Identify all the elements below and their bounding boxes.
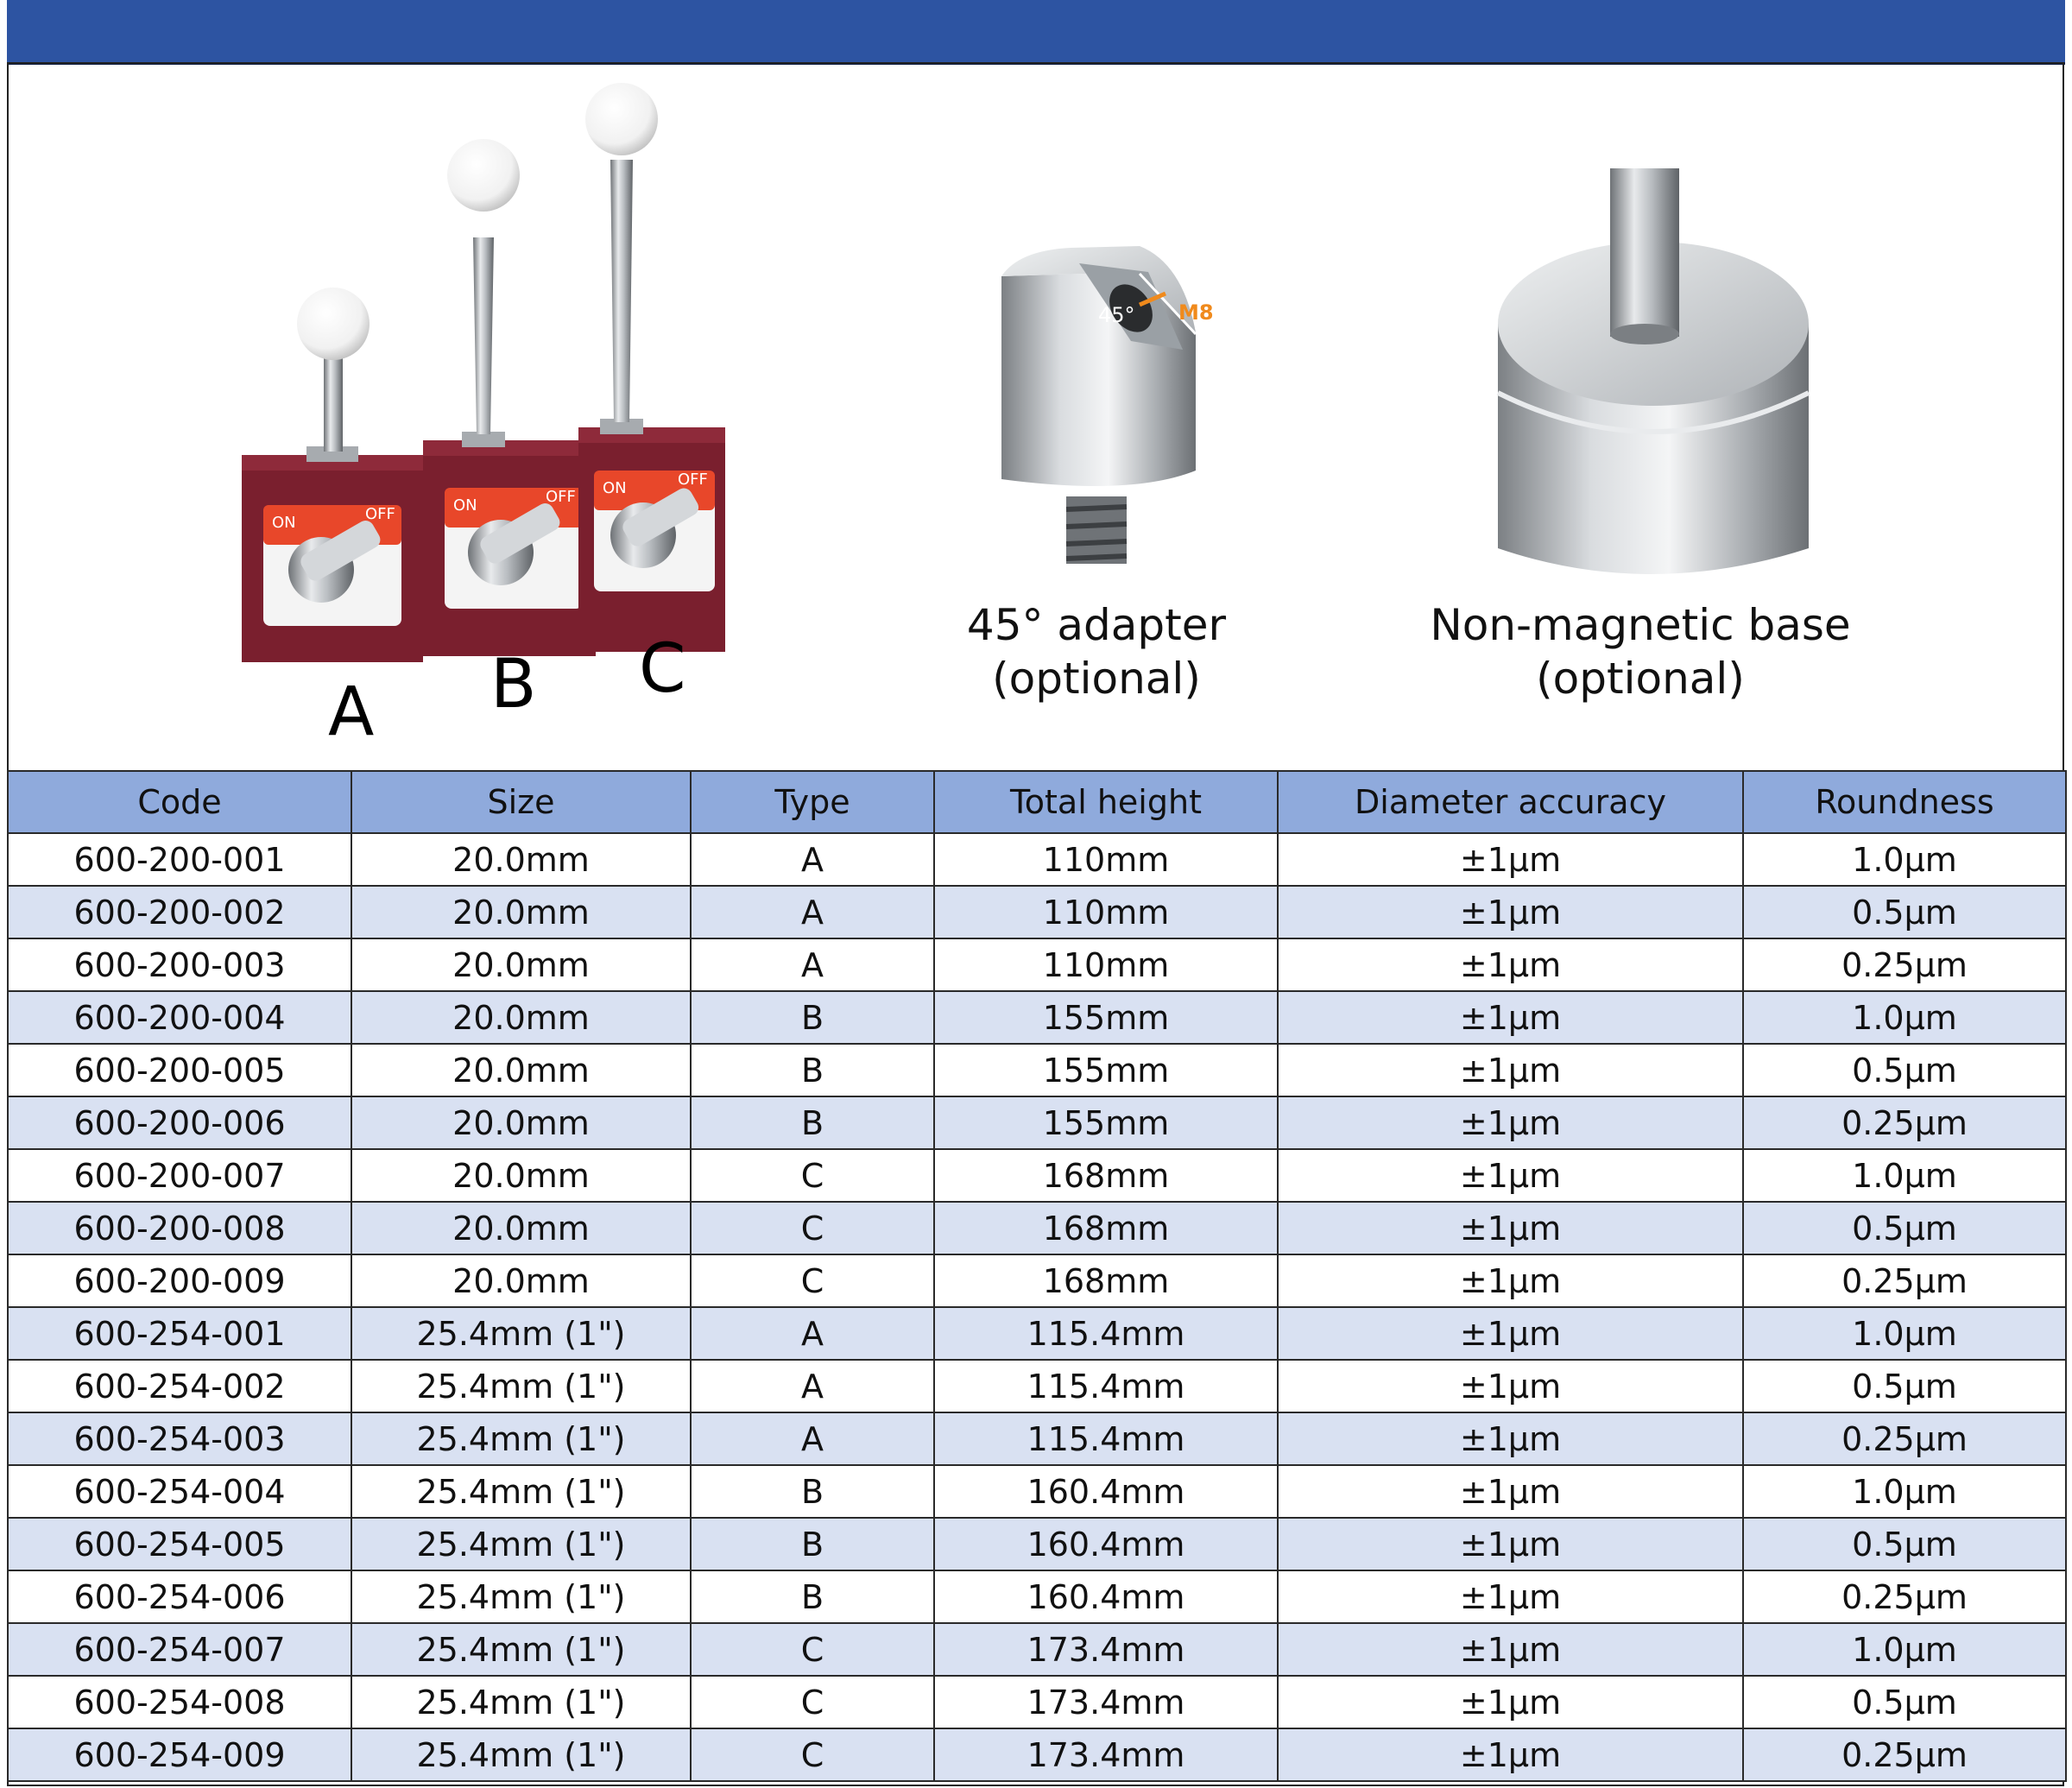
- cell-type: B: [691, 1570, 934, 1623]
- cell-diameter-accuracy: ±1μm: [1278, 1307, 1743, 1360]
- cell-total-height: 173.4mm: [934, 1676, 1278, 1728]
- table-header-row: [8, 771, 2066, 833]
- cell-type: C: [691, 1254, 934, 1307]
- cell-size: 25.4mm (1"): [351, 1676, 691, 1728]
- table-row: [8, 1728, 2066, 1781]
- cell-total-height: 160.4mm: [934, 1570, 1278, 1623]
- cell-diameter-accuracy: ±1μm: [1278, 886, 1743, 938]
- cell-total-height: 115.4mm: [934, 1307, 1278, 1360]
- cell-diameter-accuracy: ±1μm: [1278, 991, 1743, 1044]
- table-row: [8, 886, 2066, 938]
- cell-diameter-accuracy: ±1μm: [1278, 1044, 1743, 1096]
- cell-total-height: 160.4mm: [934, 1518, 1278, 1570]
- switch-on-label-c: ON: [603, 479, 627, 497]
- cell-diameter-accuracy: ±1μm: [1278, 1623, 1743, 1676]
- cell-type: B: [691, 1044, 934, 1096]
- cell-roundness: 1.0μm: [1743, 1307, 2066, 1360]
- cell-type: A: [691, 938, 934, 991]
- cell-size: 25.4mm (1"): [351, 1465, 691, 1518]
- cell-total-height: 155mm: [934, 1044, 1278, 1096]
- table-row: [8, 1360, 2066, 1412]
- cell-total-height: 110mm: [934, 938, 1278, 991]
- cell-diameter-accuracy: ±1μm: [1278, 1728, 1743, 1781]
- adapter-caption-line2: (optional): [992, 654, 1201, 704]
- header-total-height: Total height: [934, 771, 1278, 833]
- cell-roundness: 0.5μm: [1743, 1044, 2066, 1096]
- cell-roundness: 0.5μm: [1743, 1360, 2066, 1412]
- cell-size: 20.0mm: [351, 1202, 691, 1254]
- stand-a: [242, 287, 423, 662]
- cell-total-height: 168mm: [934, 1149, 1278, 1202]
- cell-total-height: 115.4mm: [934, 1360, 1278, 1412]
- cell-total-height: 168mm: [934, 1202, 1278, 1254]
- cell-diameter-accuracy: ±1μm: [1278, 1254, 1743, 1307]
- cell-roundness: 0.25μm: [1743, 1096, 2066, 1149]
- adapter-thread-label: M8: [1178, 300, 1214, 325]
- cell-total-height: 110mm: [934, 833, 1278, 886]
- stand-label-b: B: [490, 646, 537, 723]
- cell-code: 600-200-001: [8, 833, 351, 886]
- table-body: [8, 833, 2066, 1781]
- cell-code: 600-200-009: [8, 1254, 351, 1307]
- cell-code: 600-254-009: [8, 1728, 351, 1781]
- table-row: [8, 833, 2066, 886]
- table-row: [8, 1623, 2066, 1676]
- cell-type: B: [691, 991, 934, 1044]
- cell-total-height: 155mm: [934, 991, 1278, 1044]
- cell-type: B: [691, 1465, 934, 1518]
- non-magnetic-base-icon: [1498, 168, 1809, 574]
- cell-size: 20.0mm: [351, 1149, 691, 1202]
- cell-roundness: 0.25μm: [1743, 938, 2066, 991]
- cell-diameter-accuracy: ±1μm: [1278, 1412, 1743, 1465]
- header-roundness: Roundness: [1743, 771, 2066, 833]
- cell-code: 600-200-005: [8, 1044, 351, 1096]
- stand-b: [423, 139, 596, 656]
- table-row: [8, 1676, 2066, 1728]
- switch-on-label-a: ON: [272, 514, 296, 532]
- base-caption-line2: (optional): [1536, 654, 1745, 704]
- table-row: [8, 938, 2066, 991]
- cell-roundness: 0.25μm: [1743, 1412, 2066, 1465]
- cell-total-height: 173.4mm: [934, 1728, 1278, 1781]
- cell-total-height: 168mm: [934, 1254, 1278, 1307]
- adapter-caption: [915, 598, 1278, 705]
- cell-code: 600-254-008: [8, 1676, 351, 1728]
- cell-diameter-accuracy: ±1μm: [1278, 1202, 1743, 1254]
- table-row: [8, 1412, 2066, 1465]
- switch-off-label-a: OFF: [365, 505, 395, 523]
- cell-code: 600-200-004: [8, 991, 351, 1044]
- adapter-caption-line1: 45° adapter: [966, 600, 1227, 650]
- cell-code: 600-200-008: [8, 1202, 351, 1254]
- cell-size: 20.0mm: [351, 991, 691, 1044]
- cell-roundness: 0.25μm: [1743, 1570, 2066, 1623]
- cell-size: 25.4mm (1"): [351, 1623, 691, 1676]
- cell-size: 20.0mm: [351, 938, 691, 991]
- cell-total-height: 115.4mm: [934, 1412, 1278, 1465]
- cell-code: 600-200-003: [8, 938, 351, 991]
- stand-label-a: A: [328, 673, 375, 751]
- cell-code: 600-254-005: [8, 1518, 351, 1570]
- cell-code: 600-200-002: [8, 886, 351, 938]
- table-row: [8, 1202, 2066, 1254]
- cell-roundness: 1.0μm: [1743, 833, 2066, 886]
- cell-code: 600-254-003: [8, 1412, 351, 1465]
- header-diameter-accuracy: Diameter accuracy: [1278, 771, 1743, 833]
- cell-code: 600-254-007: [8, 1623, 351, 1676]
- ball-b-icon: [447, 139, 520, 212]
- table-row: [8, 1096, 2066, 1149]
- cell-size: 25.4mm (1"): [351, 1570, 691, 1623]
- table-row: [8, 1518, 2066, 1570]
- cell-roundness: 0.5μm: [1743, 1676, 2066, 1728]
- base-caption-line1: Non-magnetic base: [1430, 600, 1851, 650]
- ball-c-icon: [585, 83, 658, 155]
- cell-diameter-accuracy: ±1μm: [1278, 1360, 1743, 1412]
- cell-roundness: 0.5μm: [1743, 886, 2066, 938]
- cell-diameter-accuracy: ±1μm: [1278, 1465, 1743, 1518]
- ball-a-icon: [297, 287, 370, 360]
- cell-type: C: [691, 1623, 934, 1676]
- cell-total-height: 173.4mm: [934, 1623, 1278, 1676]
- cell-type: A: [691, 1360, 934, 1412]
- cell-code: 600-254-002: [8, 1360, 351, 1412]
- cell-code: 600-200-007: [8, 1149, 351, 1202]
- cell-type: A: [691, 1307, 934, 1360]
- table-row: [8, 1149, 2066, 1202]
- table-row: [8, 1044, 2066, 1096]
- cell-type: C: [691, 1676, 934, 1728]
- base-caption: [1407, 598, 1873, 705]
- cell-type: B: [691, 1518, 934, 1570]
- cell-type: C: [691, 1202, 934, 1254]
- switch-off-label-c: OFF: [678, 471, 708, 489]
- stand-c: [578, 83, 725, 652]
- table-row: [8, 1570, 2066, 1623]
- cell-size: 20.0mm: [351, 833, 691, 886]
- cell-size: 25.4mm (1"): [351, 1307, 691, 1360]
- switch-on-label-b: ON: [453, 496, 477, 515]
- spec-table: [7, 770, 2067, 1782]
- table-row: [8, 991, 2066, 1044]
- cell-type: B: [691, 1096, 934, 1149]
- cell-type: A: [691, 886, 934, 938]
- cell-size: 25.4mm (1"): [351, 1412, 691, 1465]
- cell-type: A: [691, 1412, 934, 1465]
- cell-code: 600-254-004: [8, 1465, 351, 1518]
- header-code: Code: [8, 771, 351, 833]
- cell-diameter-accuracy: ±1μm: [1278, 833, 1743, 886]
- header-type: Type: [691, 771, 934, 833]
- adapter-45-icon: [1001, 246, 1214, 564]
- adapter-angle-label: 45°: [1098, 303, 1135, 327]
- cell-roundness: 0.5μm: [1743, 1202, 2066, 1254]
- stand-label-c: C: [639, 630, 686, 708]
- table-row: [8, 1465, 2066, 1518]
- cell-code: 600-200-006: [8, 1096, 351, 1149]
- cell-size: 25.4mm (1"): [351, 1728, 691, 1781]
- cell-roundness: 0.25μm: [1743, 1254, 2066, 1307]
- cell-total-height: 110mm: [934, 886, 1278, 938]
- cell-roundness: 1.0μm: [1743, 1149, 2066, 1202]
- cell-total-height: 160.4mm: [934, 1465, 1278, 1518]
- cell-total-height: 155mm: [934, 1096, 1278, 1149]
- switch-off-label-b: OFF: [546, 488, 576, 506]
- table-row: [8, 1307, 2066, 1360]
- cell-size: 25.4mm (1"): [351, 1518, 691, 1570]
- table-row: [8, 1254, 2066, 1307]
- cell-diameter-accuracy: ±1μm: [1278, 1518, 1743, 1570]
- cell-diameter-accuracy: ±1μm: [1278, 1149, 1743, 1202]
- header-size: Size: [351, 771, 691, 833]
- cell-diameter-accuracy: ±1μm: [1278, 938, 1743, 991]
- cell-roundness: 1.0μm: [1743, 1623, 2066, 1676]
- cell-diameter-accuracy: ±1μm: [1278, 1676, 1743, 1728]
- cell-code: 600-254-006: [8, 1570, 351, 1623]
- cell-roundness: 1.0μm: [1743, 1465, 2066, 1518]
- cell-size: 20.0mm: [351, 1096, 691, 1149]
- cell-diameter-accuracy: ±1μm: [1278, 1096, 1743, 1149]
- cell-size: 20.0mm: [351, 1044, 691, 1096]
- top-banner: [7, 0, 2065, 65]
- cell-roundness: 0.5μm: [1743, 1518, 2066, 1570]
- cell-diameter-accuracy: ±1μm: [1278, 1570, 1743, 1623]
- cell-type: C: [691, 1728, 934, 1781]
- cell-size: 20.0mm: [351, 1254, 691, 1307]
- cell-roundness: 0.25μm: [1743, 1728, 2066, 1781]
- cell-size: 20.0mm: [351, 886, 691, 938]
- cell-code: 600-254-001: [8, 1307, 351, 1360]
- cell-size: 25.4mm (1"): [351, 1360, 691, 1412]
- cell-type: C: [691, 1149, 934, 1202]
- cell-roundness: 1.0μm: [1743, 991, 2066, 1044]
- cell-type: A: [691, 833, 934, 886]
